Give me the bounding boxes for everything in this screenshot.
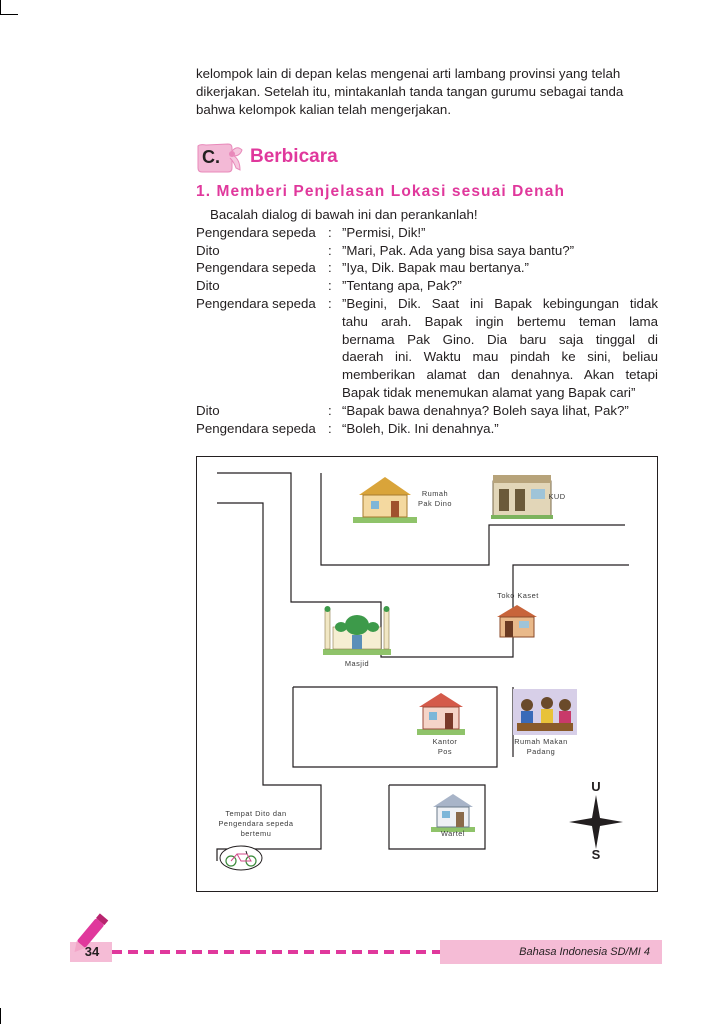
top-paragraph [196, 65, 658, 119]
post-office-icon [415, 689, 467, 737]
label-line: Pos [437, 747, 453, 756]
label-line: Pengendara sepeda [218, 819, 294, 828]
dialog-line: “Bapak bawa denahnya? Boleh saya lihat, Pak?” [342, 402, 629, 418]
mosque-icon [321, 601, 393, 657]
dialog-line: tahu arah. Bapak ingin bertemu teman lama [342, 313, 658, 329]
section-title: Berbicara [250, 146, 338, 167]
dialog-row [196, 295, 658, 402]
book-title: Bahasa Indonesia SD/MI 4 [519, 946, 650, 958]
colon: : [328, 278, 332, 294]
speaker-name: Dito [196, 242, 220, 258]
label-line: Rumah Makan [514, 737, 568, 746]
colon: : [328, 295, 332, 311]
crop-mark [0, 14, 18, 15]
house-icon [349, 473, 421, 525]
colon: : [328, 224, 332, 240]
compass [569, 779, 623, 863]
speaker-name: Dito [196, 278, 220, 294]
label-kud: KUD [548, 492, 566, 501]
crop-mark [0, 0, 1, 14]
speaker-name: Pengendara sepeda [196, 420, 316, 436]
dialog-row [196, 259, 658, 277]
label-wartel: Wartel [440, 829, 466, 838]
label-line: Tempat Dito dan [225, 809, 287, 818]
label-meeting-place [213, 809, 299, 839]
label-masjid: Masjid [344, 659, 370, 668]
speaker-name: Pengendara sepeda [196, 224, 316, 240]
compass-south-label: S [591, 847, 601, 862]
dialog-row [196, 420, 658, 438]
paragraph-line: kelompok lain di depan kelas mengenai arti lambang provinsi yang telah [196, 66, 621, 81]
dialog-row [196, 224, 658, 242]
section-letter: C. [202, 147, 220, 167]
dialog-line: ”Iya, Dik. Bapak mau bertanya.” [342, 260, 529, 276]
dialog-line: Bapak tidak menemukan alamat yang Bapak cari” [342, 384, 636, 400]
label-kantor-pos [423, 737, 467, 757]
crop-mark [0, 1008, 1, 1024]
subsection-heading: 1. Memberi Penjelasan Lokasi sesuai Denah [196, 183, 566, 200]
shop-icon [495, 603, 539, 639]
dialog-line: ”Begini, Dik. Saat ini Bapak kebingungan tidak [342, 295, 658, 311]
label-toko-kaset: Toko Kaset [497, 591, 539, 600]
colon: : [328, 420, 332, 436]
label-line: bertemu [240, 829, 272, 838]
compass-rose-icon [569, 795, 623, 849]
compass-north-label: U [591, 779, 601, 794]
colon: : [328, 402, 332, 418]
dialog [196, 206, 658, 437]
wartel-icon [429, 791, 477, 833]
colon: : [328, 242, 332, 258]
dialog-line: ”Tentang apa, Pak?” [342, 278, 462, 294]
dialog-line: “Boleh, Dik. Ini denahnya.” [342, 420, 499, 436]
label-line: Kantor [432, 737, 458, 746]
dialog-row [196, 277, 658, 295]
dialog-line: ”Permisi, Dik!” [342, 224, 426, 240]
paragraph-line: bahwa kelompok kalian telah mengerjakan. [196, 102, 452, 117]
paragraph-line: dikerjakan. Setelah itu, mintakanlah tanda tangan gurumu sebagai tanda [196, 84, 624, 99]
dialog-row [196, 402, 658, 420]
dialog-line: daerah ini. Waktu mau pindah ke sini, beliau [342, 349, 658, 365]
label-line: Padang [526, 747, 556, 756]
dialog-line: bernama Pak Gino. Dia baru saja tinggal di [342, 331, 658, 347]
dialog-instruction: Bacalah dialog di bawah ini dan perankanlah! [210, 207, 478, 222]
dialog-row [196, 242, 658, 260]
dialog-line: ”Mari, Pak. Ada yang bisa saya bantu?” [342, 242, 575, 258]
dialog-line: memberikan alamat dan denahnya. Akan tetapi [342, 367, 658, 383]
restaurant-icon [513, 689, 577, 735]
speaker-name: Pengendara sepeda [196, 295, 316, 311]
speaker-name: Dito [196, 402, 220, 418]
page-number: 34 [84, 944, 100, 959]
colon: : [328, 260, 332, 276]
label-line: Pak Dino [418, 499, 452, 508]
label-rumah-makan-padang [509, 737, 573, 757]
bicycle-icon [219, 845, 263, 871]
location-map [196, 456, 658, 892]
speaker-name: Pengendara sepeda [196, 260, 316, 276]
label-rumah-pak-dino [413, 489, 457, 509]
label-line: Rumah [421, 489, 449, 498]
